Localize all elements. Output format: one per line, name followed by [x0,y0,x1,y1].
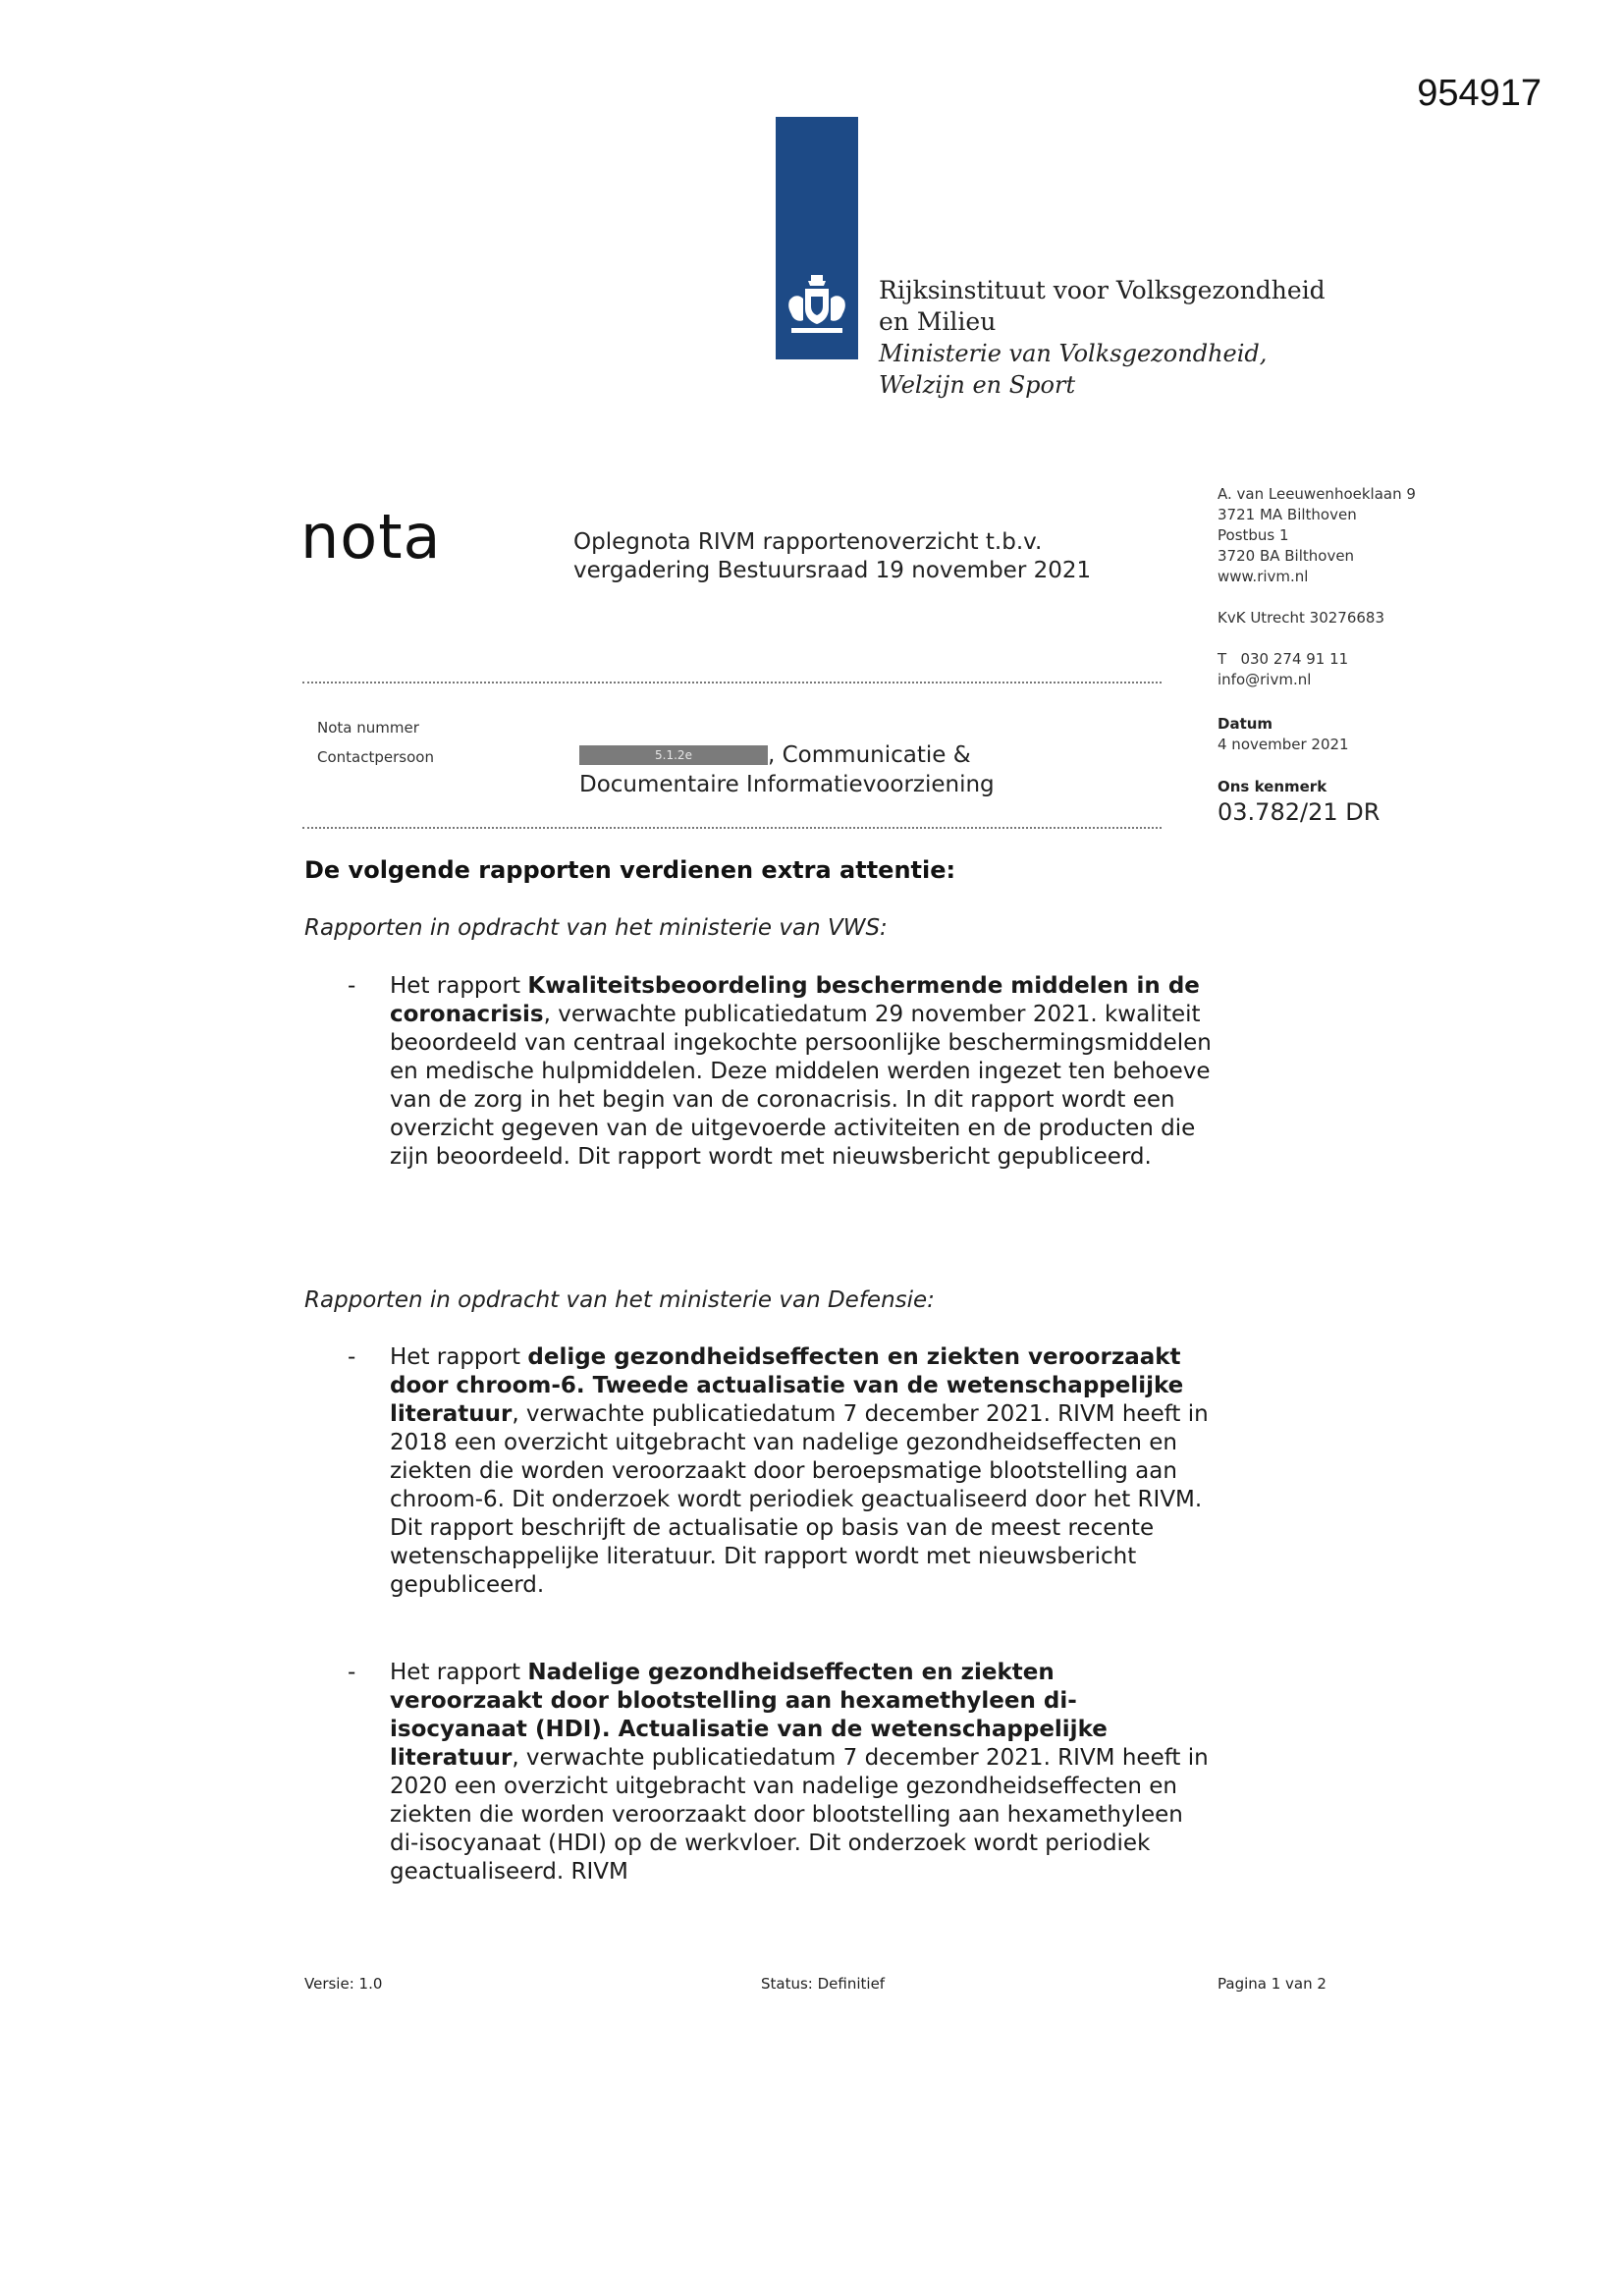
report-title: Nadelige gezondheidseffecten en ziekten veroorzaakt door blootstelling aan hexamethyleen di-isocyanaat (HDI). Actualisatie van de wetenschappelijke literatuur [390,1660,1108,1771]
report-description: , verwachte publicatiedatum 7 december 2021. RIVM heeft in 2020 een overzicht uitgebracht van nadelige gezondheidseffecten en ziekten die worden veroorzaakt door blootstelling aan hexamethyleen di-isocyanaat (HDI) op de werkvloer. Dit onderzoek wordt periodiek geactualiseerd. RIVM [390,1745,1209,1885]
report-description: , verwachte publicatiedatum 29 november 2021. kwaliteit beoordeeld van centraal ingekochte persoonlijke beschermingsmiddelen en medische hulpmiddelen. Deze middelen werden ingezet ten behoeve van de zorg in het begin van de coronacrisis. In dit rapport wordt een overzicht gegeven van de uitgevoerde activiteiten en de producten die zijn beoordeeld. Dit rapport wordt met nieuwsbericht gepubliceerd. [390,1002,1212,1170]
logo-line-3: Ministerie van Volksgezondheid, [879,340,1268,367]
contactpersoon-label: Contactpersoon [317,748,434,766]
address-line-2: 3721 MA Bilthoven [1218,506,1357,523]
divider-bottom [302,827,1162,829]
report-prefix: Het rapport [390,973,528,999]
body-heading: De volgende rapporten verdienen extra attentie: [304,856,956,884]
footer-version: Versie: 1.0 [304,1975,383,1993]
list-item [348,1343,1212,1600]
kenmerk-value: 03.782/21 DR [1218,798,1380,826]
report-prefix: Het rapport [390,1660,528,1685]
logo-line-2: en Milieu [879,307,997,336]
divider-top [302,682,1162,683]
report-title: delige gezondheidseffecten en ziekten veroorzaakt door chroom-6. Tweede actualisatie van de wetenschappelijke literatuur [390,1344,1184,1427]
nota-nummer-label: Nota nummer [317,719,419,737]
address-line-4: 3720 BA Bilthoven [1218,547,1355,565]
subject-line-2: vergadering Bestuursraad 19 november 2021 [573,558,1092,583]
address-line-3: Postbus 1 [1218,526,1289,544]
section-title-vws: Rapporten in opdracht van het ministerie van VWS: [304,915,888,941]
kvk-number: KvK Utrecht 30276683 [1218,609,1384,627]
bullet-dash: - [348,1660,356,1685]
datum-label: Datum [1218,715,1273,733]
meta-labels [317,713,434,772]
contact-department-line-2: Documentaire Informatievoorziening [579,772,995,797]
email-address: info@rivm.nl [1218,671,1312,688]
kenmerk-label: Ons kenmerk [1218,778,1327,795]
subject [573,528,1182,585]
report-description: , verwachte publicatiedatum 7 december 2021. RIVM heeft in 2018 een overzicht uitgebracht van nadelige gezondheidseffecten en ziekten die worden veroorzaakt door beroepsmatige blootstelling aan chroom-6. Dit onderzoek wordt periodiek geactualiseerd door het RIVM. Dit rapport beschrijft de actualisatie op basis van de meest recente wetenschappelijke literatuur. Dit rapport wordt met nieuwsbericht gepubliceerd. [390,1401,1209,1598]
datum-value: 4 november 2021 [1218,736,1349,753]
logo-line-1: Rijksinstituut voor Volksgezondheid [879,276,1326,304]
document-type: nota [300,501,442,573]
sender-column [1218,484,1512,827]
document-number: 954917 [1417,73,1542,114]
report-title: Kwaliteitsbeoordeling beschermende middelen in de coronacrisis [390,973,1200,1027]
list-item [348,1659,1212,1886]
footer-page-number: Pagina 1 van 2 [1218,1975,1326,1993]
phone-number: T 030 274 91 11 [1218,650,1349,668]
subject-line-1: Oplegnota RIVM rapportenoverzicht t.b.v. [573,529,1043,555]
bullet-dash: - [348,1344,356,1370]
report-prefix: Het rapport [390,1344,528,1370]
section-title-defensie: Rapporten in opdracht van het ministerie van Defensie: [304,1287,935,1313]
organisation-name [879,275,1326,401]
logo-line-4: Welzijn en Sport [879,371,1076,399]
contact-person [579,740,1129,799]
bullet-dash: - [348,973,356,999]
website: www.rivm.nl [1218,568,1309,585]
redaction-box: 5.1.2e [579,745,768,765]
address-line-1: A. van Leeuwenhoeklaan 9 [1218,485,1416,503]
list-item [348,972,1212,1172]
footer-status: Status: Definitief [761,1975,886,1993]
rijksoverheid-logo-bar [776,117,858,359]
coat-of-arms-icon [782,271,852,342]
contact-department: , Communicatie & [768,742,971,768]
